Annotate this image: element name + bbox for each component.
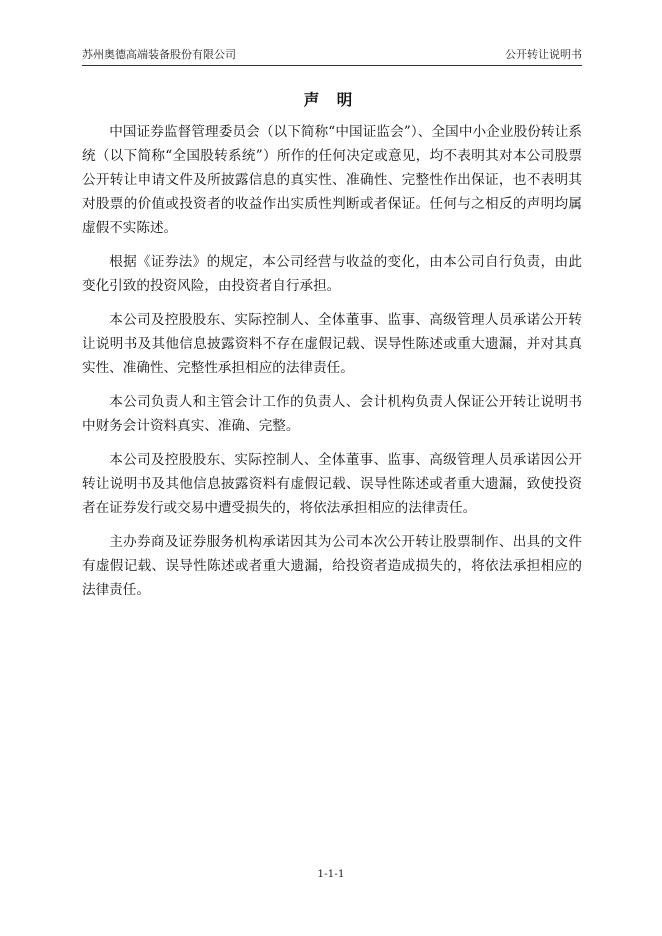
- paragraph: 本公司及控股股东、实际控制人、全体董事、监事、高级管理人员承诺公开转让说明书及其他信息披露资料不存在虚假记载、误导性陈述或重大遗漏，并对其真实性、准确性、完整性承担相应的法律责任。: [82, 312, 582, 376]
- header-document-name: 公开转让说明书: [505, 48, 582, 61]
- page-number: 1-1-1: [317, 868, 345, 880]
- declaration-body: [82, 120, 582, 612]
- page-header: [82, 44, 582, 66]
- paragraph: 本公司负责人和主管会计工作的负责人、会计机构负责人保证公开转让说明书中财务会计资料真实、准确、完整。: [82, 394, 582, 434]
- paragraph: 根据《证券法》的规定，本公司经营与收益的变化，由本公司自行负责，由此变化引致的投资风险，由投资者自行承担。: [82, 254, 582, 294]
- page-title: 声 明: [303, 91, 359, 109]
- paragraph: 本公司及控股股东、实际控制人、全体董事、监事、高级管理人员承诺因公开转让说明书及其他信息披露资料有虚假记载、误导性陈述或者重大遗漏，致使投资者在证券发行或交易中遭受损失的，将依法承担相应的法律责任。: [82, 452, 582, 516]
- paragraph: 主办券商及证券服务机构承诺因其为公司本次公开转让股票制作、出具的文件有虚假记载、误导性陈述或者重大遗漏，给投资者造成损失的，将依法承担相应的法律责任。: [82, 534, 582, 598]
- paragraph: 中国证券监督管理委员会（以下简称“中国证监会”）、全国中小企业股份转让系统（以下简称“全国股转系统”）所作的任何决定或意见，均不表明其对本公司股票公开转让申请文件及所披露信息的真实性、准确性、完整性作出保证，也不表明其对股票的价值或投资者的收益作出实质性判断或者保证。任何与之相反的声明均属虚假不实陈述。: [82, 124, 582, 236]
- header-company-name: 苏州奥德高端装备股份有限公司: [82, 48, 236, 61]
